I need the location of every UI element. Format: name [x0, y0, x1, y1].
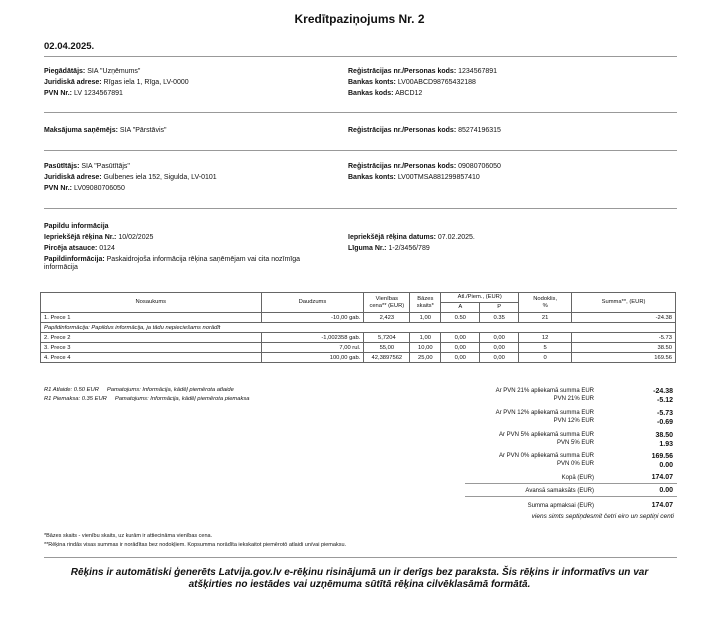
- cell-name: 3. Prece 3: [41, 343, 262, 353]
- extra-info-line2: informācija: [44, 264, 78, 271]
- cell-discount-a: 0.50: [441, 313, 480, 323]
- cell-name: 4. Prece 4: [41, 353, 262, 363]
- payee-reg: Reģistrācijas nr./Personas kods: 85274196315: [348, 127, 501, 134]
- cell-discount-p: 0,00: [480, 343, 519, 353]
- prev-invoice: Iepriekšējā rēķina Nr.: 10/02/2025: [44, 234, 154, 241]
- cell-discount-a: 0,00: [441, 353, 480, 363]
- divider: [44, 112, 677, 113]
- cell-base: 10,00: [410, 343, 441, 353]
- col-qty-header: Daudzums: [261, 293, 364, 313]
- vat21-base-label: Ar PVN 21% apliekamā summa EUR: [495, 388, 594, 394]
- buyer-address: Juridiskā adrese: Gulbenes iela 152, Sigulda, LV-0101: [44, 174, 217, 181]
- pay-value: 174.07: [651, 502, 673, 509]
- cell-price: 5,7204: [364, 333, 410, 343]
- cell-qty: 7,00 rul.: [261, 343, 364, 353]
- note-discount: R1 Atlaide: 0.50 EUR Pamatojums: Informācija, kādēļ piemērota atlaide: [44, 387, 234, 393]
- vat12-base-label: Ar PVN 12% apliekamā summa EUR: [495, 410, 594, 416]
- buyer-name: Pasūtītājs: SIA "Pasūtītājs": [44, 163, 130, 170]
- buyer-bank-account: Bankas konts: LV00TMSA881299857410: [348, 174, 480, 181]
- disclaimer-line1: Rēķins ir automātiski ģenerēts Latvija.gov.lv e-rēķinu risinājumā un ir derīgs bez paraksta. Šis rēķins ir informatīvs un var: [70, 567, 649, 578]
- cell-name: 2. Prece 2: [41, 333, 262, 343]
- cell-base: 1,00: [410, 313, 441, 323]
- adjustment-notes: [44, 386, 250, 404]
- vat12-value: -0.69: [657, 419, 673, 426]
- supplier-reg: Reģistrācijas nr./Personas kods: 1234567891: [348, 68, 498, 75]
- vat12-base-value: -5.73: [657, 410, 673, 417]
- contract-number: Līguma Nr.: 1-2/3456/789: [348, 245, 430, 252]
- pay-in-words: viens simts septiņdesmit četri eiro un septiņi centi: [531, 513, 674, 520]
- document-title: Kredītpaziņojums Nr. 2: [294, 12, 425, 26]
- vat5-label: PVN 5% EUR: [556, 440, 594, 446]
- buyer-reg: Reģistrācijas nr./Personas kods: 09080706050: [348, 163, 501, 170]
- cell-price: 42,3897562: [364, 353, 410, 363]
- extra-info-title: Papildu informācija: [44, 223, 109, 230]
- cell-sum: 38.50: [572, 343, 676, 353]
- vat0-base-label: Ar PVN 0% apliekamā summa EUR: [498, 453, 594, 459]
- divider: [465, 496, 677, 497]
- vat5-base-value: 38.50: [655, 432, 673, 439]
- cell-discount-a: 0,00: [441, 343, 480, 353]
- vat21-base-value: -24.38: [653, 388, 673, 395]
- cell-price: 55,00: [364, 343, 410, 353]
- advance-value: 0.00: [659, 487, 673, 494]
- supplier-vat: PVN Nr.: LV 1234567891: [44, 90, 123, 97]
- vat21-label: PVN 21% EUR: [553, 396, 594, 402]
- cell-sum: 169.56: [572, 353, 676, 363]
- col-discount-header: Atl./Piem., (EUR): [441, 293, 519, 303]
- col-tax-header: Nodoklis, %: [519, 293, 572, 313]
- supplier-bank-account: Bankas konts: LV00ABCD98765432188: [348, 79, 476, 86]
- note-surcharge: R1 Piemaksa: 0.35 EUR Pamatojums: Informācija, kādēļ piemērota piemaksa: [44, 396, 250, 402]
- cell-sum: -24.38: [572, 313, 676, 323]
- disclaimer: [0, 567, 719, 591]
- cell-tax: 12: [519, 333, 572, 343]
- supplier-bank-code: Bankas kods: ABCD12: [348, 90, 423, 97]
- total-label: Kopā (EUR): [561, 475, 594, 481]
- col-discount-a-header: A: [441, 303, 480, 313]
- cell-qty: 100,00 gab.: [261, 353, 364, 363]
- divider: [44, 557, 677, 558]
- total-value: 174.07: [651, 474, 673, 481]
- vat0-label: PVN 0% EUR: [556, 461, 594, 467]
- cell-discount-a: 0,00: [441, 333, 480, 343]
- vat5-value: 1.93: [659, 441, 673, 448]
- items-table: [40, 292, 676, 363]
- advance-label: Avansā samaksāts (EUR): [525, 488, 594, 494]
- col-unit-price-header: Vienības cena** (EUR): [364, 293, 410, 313]
- table-row: [41, 343, 676, 353]
- extra-info: Papildinformācija: Paskaidrojoša informācija rēķina saņēmējam vai cita nozīmīga: [44, 256, 301, 263]
- payee-name: Maksājuma saņēmējs: SIA "Pārstāvis": [44, 127, 167, 134]
- disclaimer-line2: atšķirties no iestādes vai uzņēmuma sūtītā rēķina cilvēklasāmā formātā.: [188, 579, 531, 590]
- cell-name: 1. Prece 1: [41, 313, 262, 323]
- cell-discount-p: 0,00: [480, 353, 519, 363]
- vat21-value: -5.12: [657, 397, 673, 404]
- divider: [44, 208, 677, 209]
- cell-discount-p: 0,00: [480, 333, 519, 343]
- divider: [465, 483, 677, 484]
- buyer-reference: Pircēja atsauce: 0124: [44, 245, 115, 252]
- divider: [44, 56, 677, 57]
- col-discount-p-header: P: [480, 303, 519, 313]
- footnote-base: *Bāzes skaits - vienību skaits, uz kurām ir attiecināma vienības cena.: [44, 533, 213, 539]
- pay-label: Summa apmaksai (EUR): [527, 503, 594, 509]
- col-sum-header: Summa**, (EUR): [572, 293, 676, 313]
- cell-qty: -10,00 gab.: [261, 313, 364, 323]
- col-name-header: Nosaukums: [41, 293, 262, 313]
- divider: [44, 150, 677, 151]
- supplier-address: Juridiskā adrese: Rīgas iela 1, Rīga, LV-0000: [44, 79, 189, 86]
- cell-tax: 21: [519, 313, 572, 323]
- prev-invoice-date: Iepriekšējā rēķina datums: 07.02.2025.: [348, 234, 475, 241]
- col-base-header: Bāzes skaits*: [410, 293, 441, 313]
- table-note-row: [41, 323, 676, 333]
- footnote-sums: **Rēķina rindās visas summas ir norādītas bez nodokļiem. Kopsumma norādīta iekskaitot piemērotō atlaidi un/vai piemaksu.: [44, 542, 347, 548]
- vat0-base-value: 169.56: [651, 453, 673, 460]
- vat5-base-label: Ar PVN 5% apliekamā summa EUR: [498, 432, 594, 438]
- cell-base: 25,00: [410, 353, 441, 363]
- cell-price: 2,423: [364, 313, 410, 323]
- vat0-value: 0.00: [659, 462, 673, 469]
- cell-sum: -5.73: [572, 333, 676, 343]
- table-row: [41, 313, 676, 323]
- table-row: [41, 333, 676, 343]
- cell-qty: -1,002358 gab.: [261, 333, 364, 343]
- vat12-label: PVN 12% EUR: [553, 418, 594, 424]
- supplier-name: Piegādātājs: SIA "Uzņēmums": [44, 68, 141, 75]
- table-row: [41, 353, 676, 363]
- cell-discount-p: 0.35: [480, 313, 519, 323]
- cell-base: 1,00: [410, 333, 441, 343]
- buyer-vat: PVN Nr.: LV09080706050: [44, 185, 125, 192]
- cell-tax: 5: [519, 343, 572, 353]
- cell-note: Papildinformācija: Papildus informācija, ja tādu nepieciešams norādīt: [41, 323, 676, 333]
- cell-tax: 0: [519, 353, 572, 363]
- document-date: 02.04.2025.: [44, 41, 95, 52]
